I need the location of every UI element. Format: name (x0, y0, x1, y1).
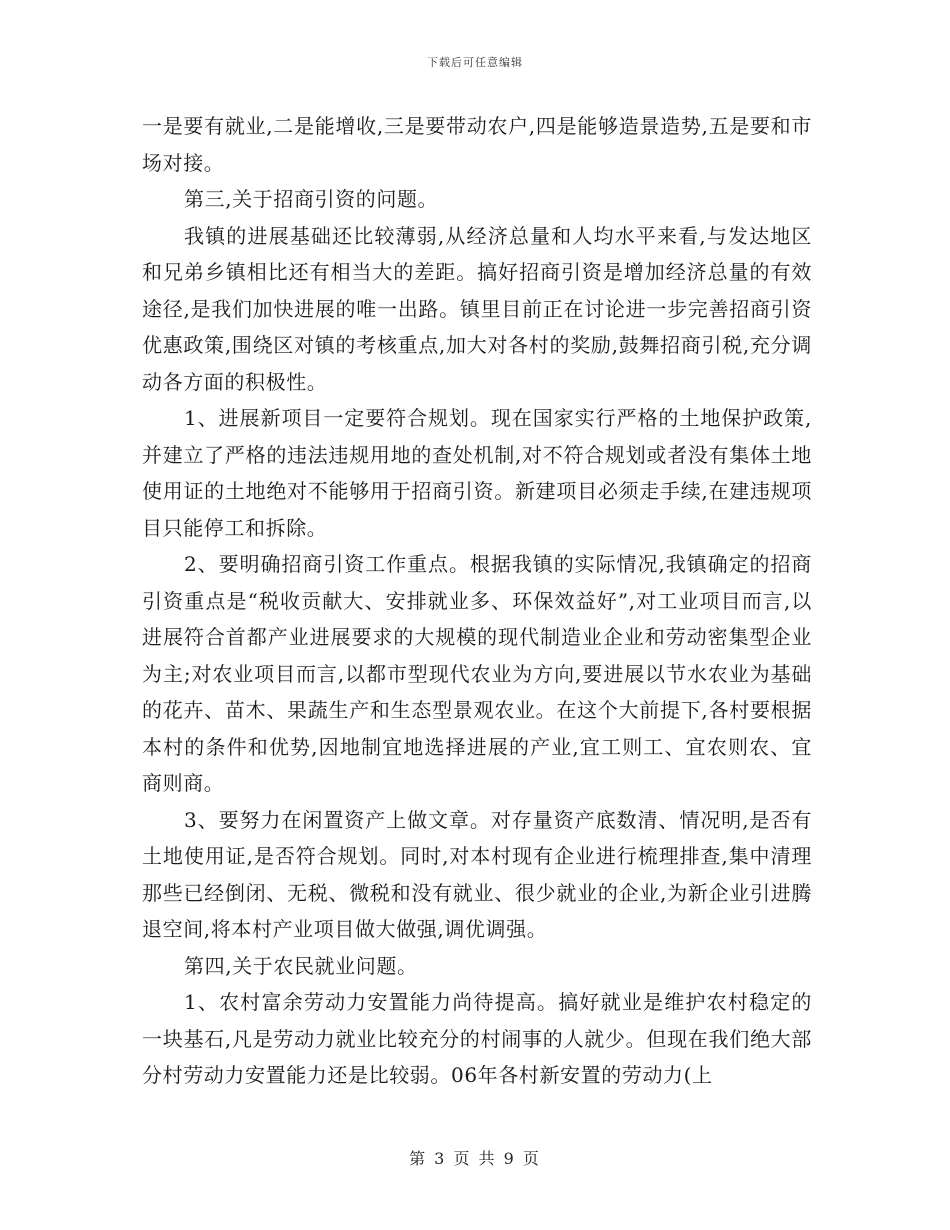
section-heading: 第三,关于招商引资的问题。 (184, 187, 439, 211)
list-item: 1、进展新项目一定要符合规划。现在国家实行严格的土地保护政策,并建立了严格的违法违规用地的查处机制,对不符合规划或者没有集体土地使用证的土地绝对不能够用于招商引资。新建项目必须走手续,在建违规项目只能停工和拆除。 (142, 406, 812, 540)
list-item: 2、要明确招商引资工作重点。根据我镇的实际情况,我镇确定的招商引资重点是“税收贡献大、安排就业多、环保效益好”,对工业项目而言,以进展符合首都产业进展要求的大规模的现代制造业企业和劳动密集型企业为主;对农业项目而言,以都市型现代农业为方向,要进展以节水农业为基础的花卉、苗木、果蔬生产和生态型景观农业。在这个大前提下,各村要根据本村的条件和优势,因地制宜地选择进展的产业,宜工则工、宜农则农、宜商则商。 (142, 552, 812, 795)
list-item: 3、要努力在闲置资产上做文章。对存量资产底数清、情况明,是否有土地使用证,是否符合规划。同时,对本村现有企业进行梳理排查,集中清理那些已经倒闭、无税、微税和没有就业、很少就业的企业,为新企业引进腾退空间,将本村产业项目做大做强,调优调强。 (142, 807, 812, 941)
section-heading: 第四,关于农民就业问题。 (184, 953, 418, 978)
paragraph: 一是要有就业,二是能增收,三是要带动农户,四是能够造景造势,五是要和市场对接。 (142, 114, 812, 175)
page-number: 第 3 页 共 9 页 (409, 1149, 541, 1168)
list-item: 1、农村富余劳动力安置能力尚待提高。搞好就业是维护农村稳定的一块基石,凡是劳动力就业比较充分的村闹事的人就少。但现在我们绝大部分村劳动力安置能力还是比较弱。06年各村新安置的劳动力(上 (142, 990, 812, 1087)
paragraph: 我镇的进展基础还比较薄弱,从经济总量和人均水平来看,与发达地区和兄弟乡镇相比还有相当大的差距。搞好招商引资是增加经济总量的有效途径,是我们加快进展的唯一出路。镇里目前正在讨论进一步完善招商引资优惠政策,围绕区对镇的考核重点,加大对各村的奖励,鼓舞招商引税,充分调动各方面的积极性。 (142, 223, 812, 394)
document-body (142, 108, 812, 1094)
page-header: 下载后可任意编辑 (427, 56, 523, 69)
